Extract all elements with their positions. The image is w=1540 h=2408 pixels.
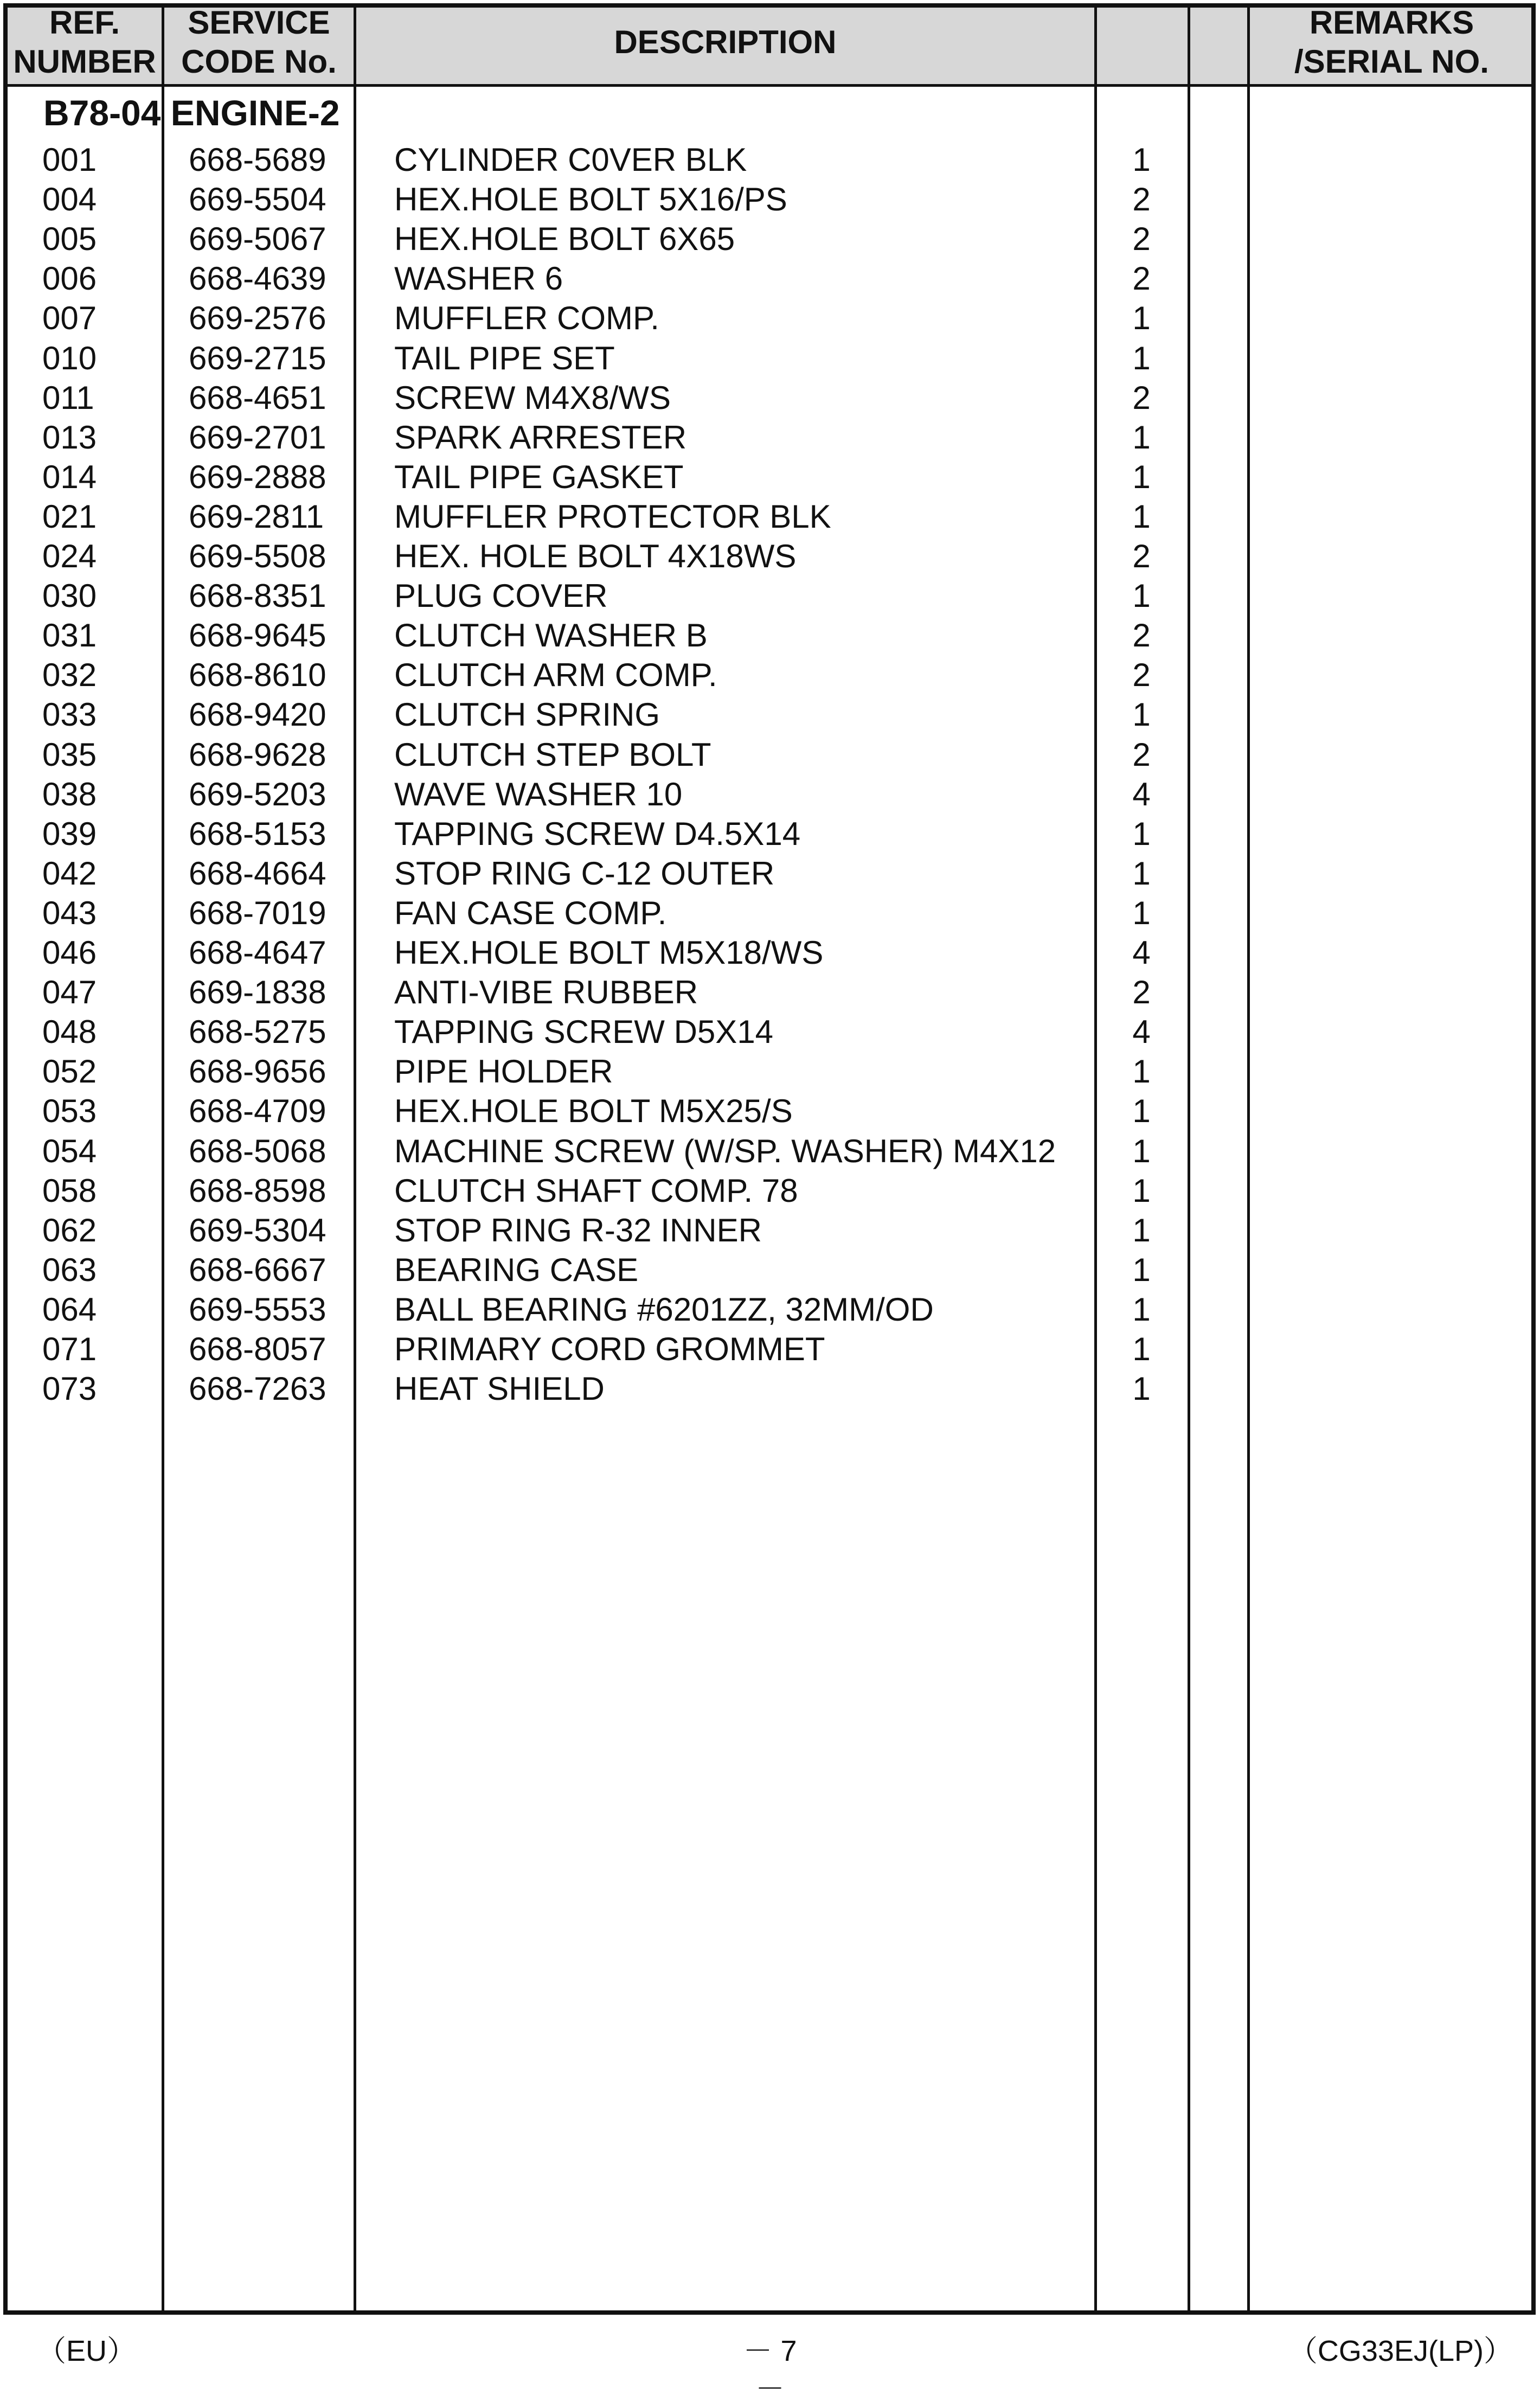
table-row [0,298,1540,338]
service-code-cell: 668-9420 [189,696,326,733]
table-row [0,1091,1540,1131]
table-row [0,338,1540,379]
table-row [0,140,1540,180]
header-remarks-line2: /SERIAL NO. [1294,43,1489,80]
quantity-cell: 2 [1132,260,1151,297]
ref-number-cell: 053 [42,1093,97,1129]
header-remarks [1250,3,1533,81]
service-code-cell: 668-6667 [189,1252,326,1288]
table-row [0,616,1540,656]
quantity-cell: 1 [1132,578,1151,614]
ref-number-cell: 048 [42,1014,97,1050]
description-cell: FAN CASE COMP. [394,895,667,931]
service-code-cell: 669-5508 [189,538,326,574]
description-cell: TAIL PIPE GASKET [394,459,684,495]
ref-number-cell: 039 [42,816,97,852]
quantity-cell: 1 [1132,895,1151,931]
ref-number-cell: 013 [42,419,97,456]
quantity-cell: 1 [1132,1212,1151,1248]
ref-number-cell: 073 [42,1370,97,1407]
service-code-cell: 669-2715 [189,340,326,376]
service-code-cell: 668-7019 [189,895,326,931]
quantity-cell: 1 [1132,855,1151,892]
quantity-cell: 1 [1132,498,1151,535]
service-code-cell: 668-5275 [189,1014,326,1050]
table-row [0,933,1540,973]
service-code-cell: 668-5689 [189,142,326,178]
ref-number-cell: 038 [42,776,97,812]
quantity-cell: 2 [1132,538,1151,574]
description-cell: HEX.HOLE BOLT 5X16/PS [394,181,787,217]
quantity-cell: 2 [1132,974,1151,1010]
quantity-cell: 2 [1132,380,1151,416]
description-cell: HEX.HOLE BOLT 6X65 [394,221,735,257]
service-code-cell: 668-8351 [189,578,326,614]
table-row [0,854,1540,894]
description-cell: CLUTCH SPRING [394,696,660,733]
description-cell: MUFFLER COMP. [394,300,659,336]
ref-number-cell: 064 [42,1291,97,1328]
ref-number-cell: 004 [42,181,97,217]
description-cell: SPARK ARRESTER [394,419,687,456]
service-code-cell: 669-5553 [189,1291,326,1328]
quantity-cell: 1 [1132,340,1151,376]
quantity-cell: 1 [1132,419,1151,456]
service-code-cell: 668-4709 [189,1093,326,1129]
description-cell: HEX.HOLE BOLT M5X18/WS [394,934,824,971]
table-row [0,735,1540,775]
quantity-cell: 2 [1132,221,1151,257]
table-row [0,1211,1540,1251]
table-row [0,972,1540,1013]
quantity-cell: 1 [1132,142,1151,178]
ref-number-cell: 047 [42,974,97,1010]
header-ref-line2: NUMBER [13,43,156,80]
description-cell: STOP RING R-32 INNER [394,1212,762,1248]
service-code-cell: 669-5504 [189,181,326,217]
ref-number-cell: 010 [42,340,97,376]
description-cell: CLUTCH ARM COMP. [394,657,717,693]
service-code-cell: 668-8610 [189,657,326,693]
description-cell: MUFFLER PROTECTOR BLK [394,498,831,535]
quantity-cell: 1 [1132,696,1151,733]
quantity-cell: 4 [1132,934,1151,971]
description-cell: CYLINDER C0VER BLK [394,142,747,178]
quantity-cell: 4 [1132,776,1151,812]
ref-number-cell: 030 [42,578,97,614]
ref-number-cell: 062 [42,1212,97,1248]
service-code-cell: 669-2811 [189,498,324,535]
footer-page-number: － 7 － [743,2335,797,2405]
description-cell: HEX.HOLE BOLT M5X25/S [394,1093,793,1129]
description-cell: SCREW M4X8/WS [394,380,671,416]
ref-number-cell: 043 [42,895,97,931]
description-cell: PRIMARY CORD GROMMET [394,1331,825,1367]
service-code-cell: 668-4639 [189,260,326,297]
description-cell: WASHER 6 [394,260,563,297]
service-code-cell: 668-4651 [189,380,326,416]
table-row [0,497,1540,537]
table-row [0,774,1540,815]
quantity-cell: 1 [1132,816,1151,852]
description-cell: BALL BEARING #6201ZZ, 32MM/OD [394,1291,934,1328]
service-code-cell: 668-9656 [189,1053,326,1090]
ref-number-cell: 033 [42,696,97,733]
service-code-cell: 668-5068 [189,1133,326,1169]
service-code-cell: 669-5067 [189,221,326,257]
header-service-code [164,3,354,81]
description-cell: CLUTCH STEP BOLT [394,737,711,773]
table-row [0,1369,1540,1409]
table-row [0,576,1540,616]
quantity-cell: 2 [1132,181,1151,217]
ref-number-cell: 011 [42,380,94,416]
footer-model: （CG33EJ(LP)） [1288,2335,1513,2367]
quantity-cell: 1 [1132,459,1151,495]
table-row [0,457,1540,497]
table-row [0,180,1540,220]
quantity-cell: 1 [1132,1331,1151,1367]
table-row [0,378,1540,418]
description-cell: PLUG COVER [394,578,608,614]
quantity-cell: 1 [1132,300,1151,336]
service-code-cell: 668-4647 [189,934,326,971]
ref-number-cell: 052 [42,1053,97,1090]
service-code-cell: 668-7263 [189,1370,326,1407]
description-cell: BEARING CASE [394,1252,639,1288]
quantity-cell: 1 [1132,1252,1151,1288]
table-row [0,893,1540,933]
description-cell: MACHINE SCREW (W/SP. WASHER) M4X12 [394,1133,1056,1169]
table-row [0,1052,1540,1092]
section-title: B78-04 ENGINE-2 [43,93,340,133]
service-code-cell: 669-2888 [189,459,326,495]
ref-number-cell: 071 [42,1331,97,1367]
table-row [0,695,1540,735]
ref-number-cell: 063 [42,1252,97,1288]
table-row [0,655,1540,695]
header-description: DESCRIPTION [614,24,837,60]
header-service-line2: CODE No. [181,43,337,80]
ref-number-cell: 042 [42,855,97,892]
table-row [0,1290,1540,1330]
description-cell: CLUTCH SHAFT COMP. 78 [394,1173,798,1209]
service-code-cell: 668-8598 [189,1173,326,1209]
ref-number-cell: 006 [42,260,97,297]
table-row [0,814,1540,854]
header-ref-number [8,3,162,81]
table-row [0,259,1540,299]
quantity-cell: 1 [1132,1370,1151,1407]
service-code-cell: 668-9628 [189,737,326,773]
service-code-cell: 668-4664 [189,855,326,892]
service-code-cell: 668-8057 [189,1331,326,1367]
header-remarks-line1: REMARKS [1309,4,1474,41]
quantity-cell: 1 [1132,1093,1151,1129]
description-cell: HEAT SHIELD [394,1370,605,1407]
ref-number-cell: 014 [42,459,97,495]
quantity-cell: 2 [1132,617,1151,654]
ref-number-cell: 001 [42,142,97,178]
service-code-cell: 669-1838 [189,974,326,1010]
description-cell: TAPPING SCREW D5X14 [394,1014,774,1050]
description-cell: STOP RING C-12 OUTER [394,855,775,892]
ref-number-cell: 058 [42,1173,97,1209]
service-code-cell: 669-5203 [189,776,326,812]
quantity-cell: 1 [1132,1133,1151,1169]
quantity-cell: 2 [1132,737,1151,773]
ref-number-cell: 005 [42,221,97,257]
ref-number-cell: 046 [42,934,97,971]
quantity-cell: 2 [1132,657,1151,693]
description-cell: TAIL PIPE SET [394,340,615,376]
table-row [0,1131,1540,1171]
quantity-cell: 1 [1132,1173,1151,1209]
ref-number-cell: 054 [42,1133,97,1169]
footer-region: （EU） [37,2335,137,2367]
ref-number-cell: 031 [42,617,97,654]
table-row [0,418,1540,458]
description-cell: TAPPING SCREW D4.5X14 [394,816,801,852]
service-code-cell: 668-5153 [189,816,326,852]
description-cell: HEX. HOLE BOLT 4X18WS [394,538,797,574]
service-code-cell: 669-5304 [189,1212,326,1248]
table-row [0,1012,1540,1052]
service-code-cell: 669-2701 [189,419,326,456]
service-code-cell: 668-9645 [189,617,326,654]
ref-number-cell: 021 [42,498,97,535]
ref-number-cell: 024 [42,538,97,574]
ref-number-cell: 035 [42,737,97,773]
quantity-cell: 4 [1132,1014,1151,1050]
quantity-cell: 1 [1132,1291,1151,1328]
ref-number-cell: 007 [42,300,97,336]
table-row [0,1250,1540,1290]
table-row [0,1329,1540,1369]
description-cell: PIPE HOLDER [394,1053,613,1090]
description-cell: CLUTCH WASHER B [394,617,708,654]
header-service-line1: SERVICE [188,4,330,41]
description-cell: ANTI-VIBE RUBBER [394,974,698,1010]
description-cell: WAVE WASHER 10 [394,776,683,812]
table-row [0,219,1540,259]
table-row [0,1171,1540,1211]
table-row [0,536,1540,577]
service-code-cell: 669-2576 [189,300,326,336]
quantity-cell: 1 [1132,1053,1151,1090]
ref-number-cell: 032 [42,657,97,693]
header-ref-line1: REF. [49,4,120,41]
